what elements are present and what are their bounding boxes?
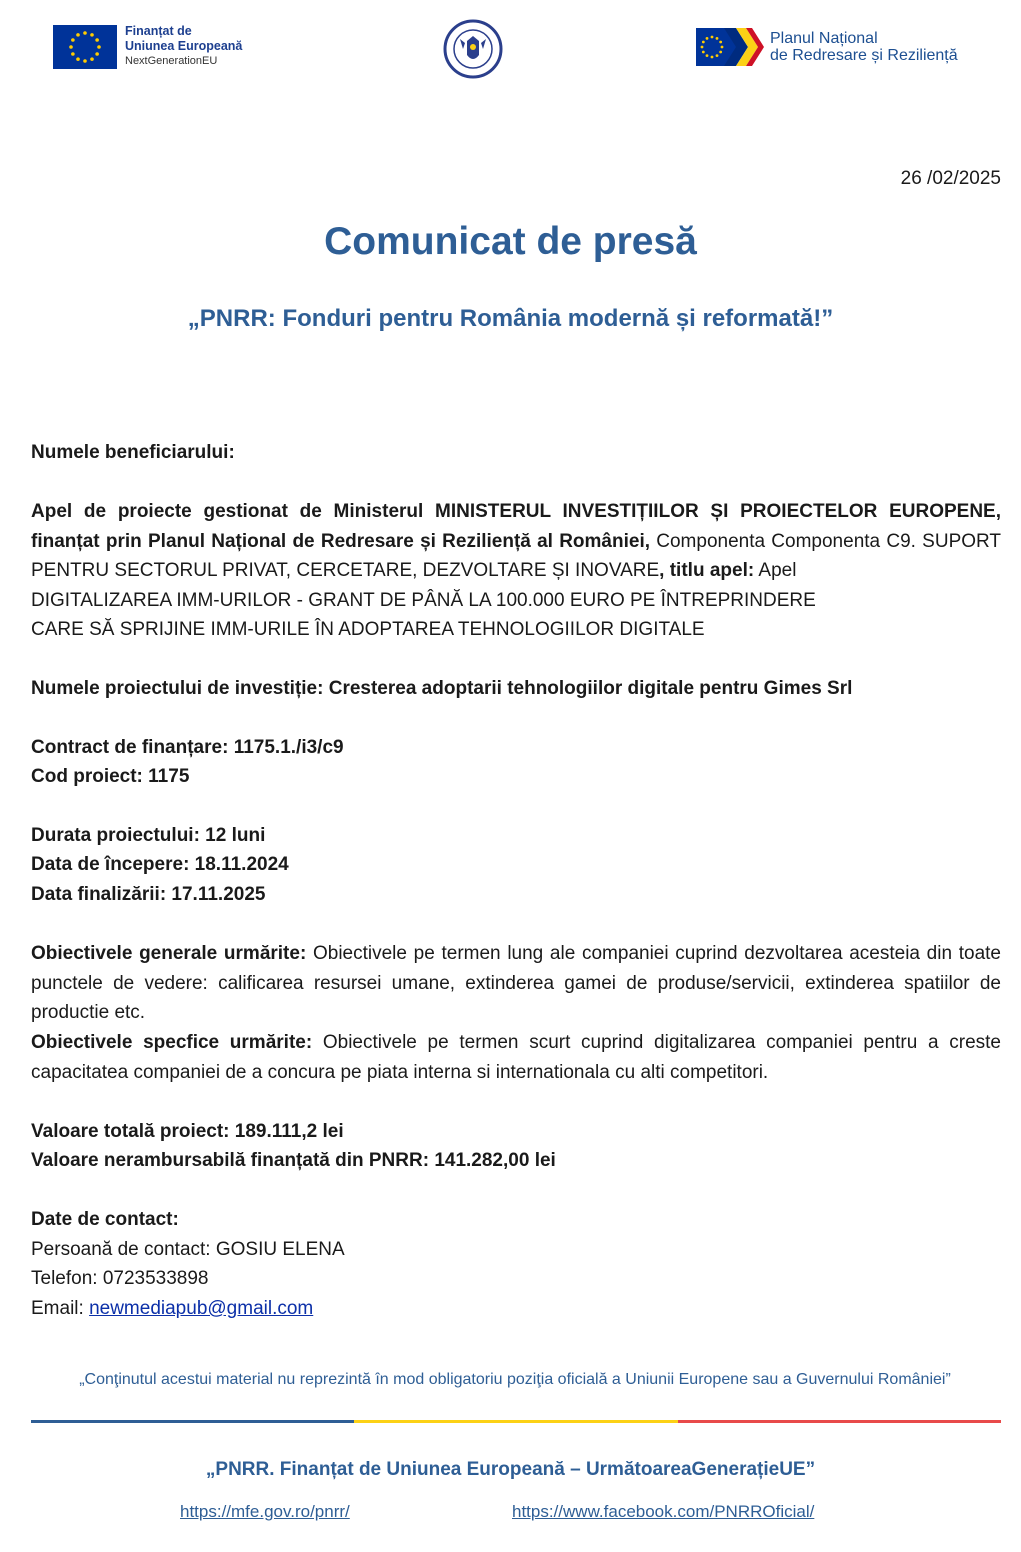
call-bold-1: Apel de proiecte gestionat de Ministerul MINISTERUL INVESTIȚIILOR ȘI PROIECTELOR EUROPENE, finanțat prin Planul Național de Redresare și Reziliență al României, [31,501,1001,552]
specific-objectives [31,1028,1001,1087]
call-title-line2: DIGITALIZAREA IMM-URILOR - GRANT DE PÂNĂ LA 100.000 EURO PE ÎNTREPRINDERE [31,590,816,611]
eu-star-icon [711,56,714,59]
eu-star-icon [719,41,722,44]
contact-phone: Telefon: 0723533898 [31,1268,209,1289]
eu-star-icon [702,41,705,44]
contact-label: Date de contact: [31,1209,179,1230]
project-code: Cod proiect: 1175 [31,766,190,787]
footer-link-facebook[interactable]: https://www.facebook.com/PNRROficial/ [512,1502,815,1521]
eu-star-icon [95,38,99,42]
page-subtitle: „PNRR: Fonduri pentru România modernă și reformată!” [187,305,834,332]
eu-star-icon [71,52,75,56]
contract-number: Contract de finanțare: 1175.1./i3/c9 [31,737,344,758]
contact-email-link[interactable]: newmediapub@gmail.com [89,1298,314,1319]
grant-value: Valoare nerambursabilă finanțată din PNRR: 141.282,00 lei [31,1150,556,1171]
eu-star-icon [721,46,724,49]
eu-star-icon [97,45,101,49]
call-text-1: Componenta Componenta C9. SUPORT PENTRU SECTORUL PRIVAT, CERCETARE, DEZVOLTARE ȘI INOVARE [31,530,1002,581]
contact-person: Persoană de contact: GOSIU ELENA [31,1239,345,1260]
eu-logo-line3: NextGenerationEU [125,55,218,67]
eu-funding-logo [53,24,242,69]
pnrr-logo-line2: de Redresare și Reziliență [770,47,958,64]
footer-slogan: „PNRR. Finanțat de Uniunea Europeană – UrmătoareaGenerațieUE” [205,1459,816,1480]
contact-email-row [31,1294,1001,1324]
press-release-date: 26 /02/2025 [900,168,1001,189]
eu-star-icon [706,54,709,57]
start-date: Data de începere: 18.11.2024 [31,854,289,875]
eu-star-icon [83,31,87,35]
eu-star-icon [711,36,714,39]
project-duration: Durata proiectului: 12 luni [31,825,266,846]
eu-flag-icon [53,25,117,69]
eu-star-icon [706,37,709,40]
call-description [31,497,1001,586]
eu-star-icon [69,45,73,49]
specific-objectives-text: Obiectivele pe termen scurt cuprind digitalizarea companiei pentru a creste capacitatea companiei de a concura pe piata interna si internationala cu alti competitori. [31,1032,1001,1083]
footer-link-mfe[interactable]: https://mfe.gov.ro/pnrr/ [180,1502,350,1521]
eu-star-icon [719,51,722,54]
eu-logo-line2: Uniunea Europeană [125,39,243,53]
total-project-value: Valoare totală proiect: 189.111,2 lei [31,1121,344,1142]
eu-star-icon [90,33,94,37]
eu-star-icon [76,57,80,61]
eu-star-icon [716,54,719,57]
eu-star-icon [71,38,75,42]
page-title: Comunicat de presă [324,220,697,263]
romanian-government-seal-icon [443,19,503,84]
project-name: Numele proiectului de investiție: Cresterea adoptarii tehnologiilor digitale pentru Gimes Srl [31,678,853,699]
pnrr-logo [696,28,958,66]
beneficiary-label: Numele beneficiarului: [31,442,235,463]
eu-star-icon [701,46,704,49]
general-objectives-label: Obiectivele generale urmărite: [31,943,307,964]
end-date: Data finalizării: 17.11.2025 [31,884,266,905]
eu-star-icon [702,51,705,54]
eu-star-icon [83,59,87,63]
call-bold-2: , titlu apel: [659,560,755,581]
eu-star-icon [716,37,719,40]
pnrr-logo-line1: Planul Național [770,30,878,47]
specific-objectives-label: Obiectivele specfice urmărite: [31,1032,313,1053]
eu-star-icon [95,52,99,56]
eu-star-icon [90,57,94,61]
call-title-line3: CARE SĂ SPRIJINE IMM-URILE ÎN ADOPTAREA TEHNOLOGIILOR DIGITALE [31,619,705,640]
general-objectives-text: Obiectivele pe termen lung ale companiei cuprind dezvoltarea acesteia din toate punctele de vedere: calificarea resursei umane, extinderea gamei de produse/servicii, extinderea spatiilor de productie etc. [31,943,1001,1023]
call-text-2: Apel [754,560,797,581]
eu-logo-line1: Finanțat de [125,24,192,38]
disclaimer: „Conţinutul acestui material nu reprezintă în mod obligatoriu poziţia oficială a Uniunii Europene sau a Guvernului României” [79,1371,951,1388]
contact-email-label: Email: [31,1298,90,1319]
eu-star-icon [76,33,80,37]
tricolor-divider [31,1420,1001,1423]
pnrr-flag-arrows-icon [696,28,764,66]
general-objectives [31,939,1001,1028]
